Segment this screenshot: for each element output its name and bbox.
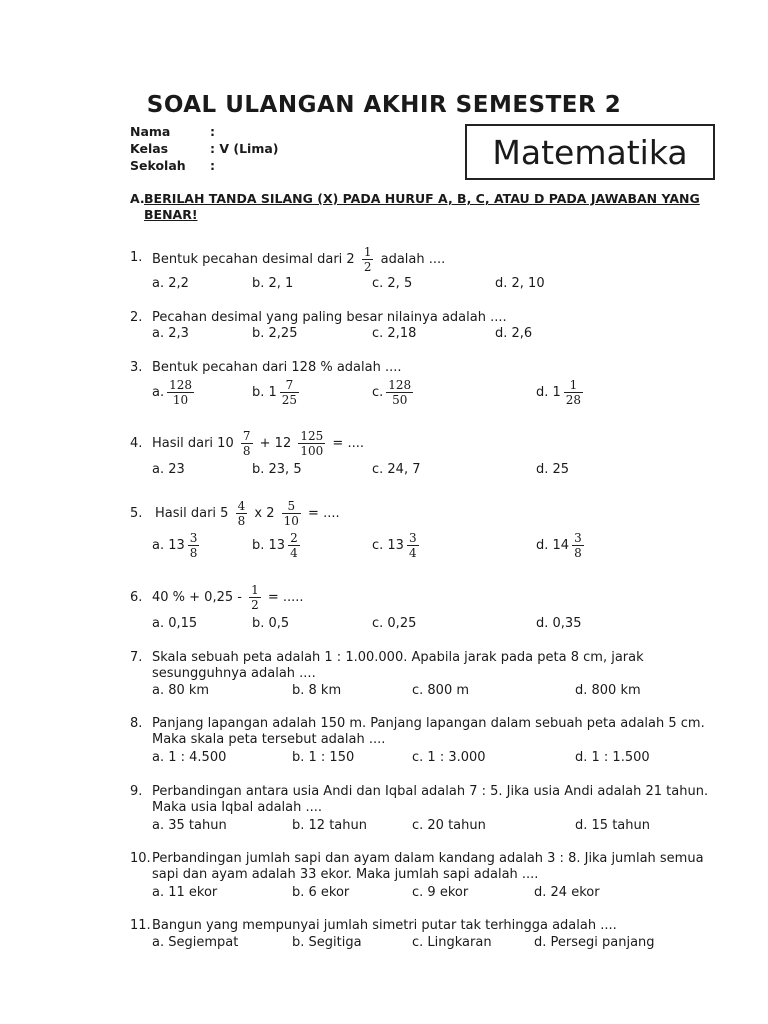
subject-box: Matematika — [465, 124, 715, 180]
fraction: $\frac{7}{8}$ — [242, 429, 251, 458]
question-stem: Bentuk pecahan desimal dari 2 $\frac{1}{2}$ adalah .... — [152, 245, 446, 274]
section-text: BERILAH TANDA SILANG (X) PADA HURUF A, B, C, ATAU D PADA JAWABAN YANG BENAR! — [144, 191, 700, 222]
option-d[interactable]: d. 800 km — [575, 683, 641, 698]
question-number: 8. — [130, 716, 143, 731]
section-instruction — [130, 191, 720, 223]
option-d[interactable]: d. 14 $\frac{3}{8}$ — [536, 531, 582, 560]
question-stem: Hasil dari 10 $\frac{7}{8}$ + 12 $\frac{125}{100}$ = .... — [152, 429, 364, 458]
option-c[interactable]: c. 0,25 — [372, 616, 417, 631]
option-b[interactable]: b. 2, 1 — [252, 276, 294, 291]
fraction: $\frac{2}{4}$ — [290, 531, 298, 560]
option-d[interactable]: d. 1 $\frac{1}{28}$ — [536, 378, 582, 407]
option-d[interactable]: d. 2, 10 — [495, 276, 545, 291]
option-a[interactable]: a. 80 km — [152, 683, 210, 698]
option-d[interactable]: d. 24 ekor — [534, 885, 600, 900]
option-d[interactable]: d. 25 — [536, 462, 570, 477]
question-stem: Perbandingan jumlah sapi dan ayam dalam kandang adalah 3 : 8. Jika jumlah semua sapi dan ayam adalah 33 ekor. Maka jumlah sapi adalah .... — [152, 851, 704, 882]
option-a[interactable]: a. 2,3 — [152, 326, 189, 341]
option-b[interactable]: b. 6 ekor — [292, 885, 350, 900]
question-stem: Skala sebuah peta adalah 1 : 1.00.000. Apabila jarak pada peta 8 cm, jarak sesungguhnya adalah .... — [152, 650, 644, 681]
question-stem: Perbandingan antara usia Andi dan Iqbal adalah 7 : 5. Jika usia Andi adalah 21 tahun. Maka usia Iqbal adalah .... — [152, 784, 709, 815]
class-value: : V (Lima) — [210, 141, 279, 156]
fraction: $\frac{1}{2}$ — [363, 245, 372, 274]
question-stem: Bangun yang mempunyai jumlah simetri putar tak terhingga adalah .... — [152, 918, 617, 933]
question-number: 11. — [130, 918, 151, 933]
option-b[interactable]: b. 0,5 — [252, 616, 290, 631]
fraction: $\frac{3}{8}$ — [574, 531, 582, 560]
question-number: 1. — [130, 250, 143, 265]
option-b[interactable]: b. 13 $\frac{2}{4}$ — [252, 531, 298, 560]
fraction: $\frac{1}{2}$ — [251, 583, 259, 612]
option-c[interactable]: c. 1 : 3.000 — [412, 750, 486, 765]
question-number: 10. — [130, 851, 151, 866]
option-a[interactable]: a. 13 $\frac{3}{8}$ — [152, 531, 198, 560]
option-d[interactable]: d. 0,35 — [536, 616, 582, 631]
student-identity — [130, 124, 279, 175]
option-c[interactable]: c. 2, 5 — [372, 276, 413, 291]
option-b[interactable]: b. 1 $\frac{7}{25}$ — [252, 378, 298, 407]
option-a[interactable]: a. 35 tahun — [152, 818, 227, 833]
page-title: SOAL ULANGAN AKHIR SEMESTER 2 — [146, 92, 622, 118]
fraction: $\frac{5}{10}$ — [283, 499, 299, 528]
option-d[interactable]: d. 1 : 1.500 — [575, 750, 650, 765]
name-value: : — [210, 124, 215, 139]
option-b[interactable]: b. 8 km — [292, 683, 342, 698]
class-label: Kelas — [130, 141, 169, 156]
option-c[interactable]: c. $\frac{128}{50}$ — [372, 378, 412, 407]
fraction: $\frac{7}{25}$ — [281, 378, 298, 407]
question-stem: Hasil dari 5 $\frac{4}{8}$ x 2 $\frac{5}{10}$ = .... — [155, 499, 340, 528]
question-number: 4. — [130, 436, 143, 451]
question-stem: Bentuk pecahan dari 128 % adalah .... — [152, 360, 402, 375]
option-b[interactable]: b. 23, 5 — [252, 462, 302, 477]
option-c[interactable]: c. Lingkaran — [412, 935, 492, 950]
fraction: $\frac{3}{4}$ — [408, 531, 417, 560]
option-c[interactable]: c. 800 m — [412, 683, 470, 698]
fraction: $\frac{3}{8}$ — [189, 531, 198, 560]
option-c[interactable]: c. 24, 7 — [372, 462, 421, 477]
option-a[interactable]: a. $\frac{128}{10}$ — [152, 378, 193, 407]
option-a[interactable]: a. 23 — [152, 462, 185, 477]
school-value: : — [210, 158, 215, 173]
option-a[interactable]: a. Segiempat — [152, 935, 239, 950]
option-c[interactable]: c. 2,18 — [372, 326, 417, 341]
option-a[interactable]: a. 2,2 — [152, 276, 189, 291]
fraction: $\frac{4}{8}$ — [237, 499, 246, 528]
fraction: $\frac{1}{28}$ — [565, 378, 582, 407]
fraction: $\frac{125}{100}$ — [300, 429, 324, 458]
question-number: 5. — [130, 506, 143, 521]
name-label: Nama — [130, 124, 171, 139]
question-number: 7. — [130, 650, 143, 665]
fraction: $\frac{128}{50}$ — [388, 378, 412, 407]
school-label: Sekolah — [130, 158, 186, 173]
question-stem: Panjang lapangan adalah 150 m. Panjang lapangan dalam sebuah peta adalah 5 cm. Maka skala peta tersebut adalah .... — [152, 716, 705, 747]
option-b[interactable]: b. Segitiga — [292, 935, 362, 950]
fraction: $\frac{128}{10}$ — [169, 378, 193, 407]
option-c[interactable]: c. 20 tahun — [412, 818, 486, 833]
option-d[interactable]: d. 15 tahun — [575, 818, 650, 833]
option-b[interactable]: b. 2,25 — [252, 326, 298, 341]
option-d[interactable]: d. 2,6 — [495, 326, 533, 341]
section-letter: A. — [130, 191, 145, 206]
question-number: 6. — [130, 590, 143, 605]
option-c[interactable]: c. 13 $\frac{3}{4}$ — [372, 531, 417, 560]
question-stem: 40 % + 0,25 - $\frac{1}{2}$ = ..... — [152, 583, 304, 612]
option-c[interactable]: c. 9 ekor — [412, 885, 469, 900]
question-number: 3. — [130, 360, 143, 375]
question-number: 9. — [130, 784, 143, 799]
option-d[interactable]: d. Persegi panjang — [534, 935, 655, 950]
option-b[interactable]: b. 1 : 150 — [292, 750, 355, 765]
question-number: 2. — [130, 310, 143, 325]
option-a[interactable]: a. 0,15 — [152, 616, 198, 631]
option-a[interactable]: a. 11 ekor — [152, 885, 218, 900]
question-stem: Pecahan desimal yang paling besar nilainya adalah .... — [152, 310, 507, 325]
option-a[interactable]: a. 1 : 4.500 — [152, 750, 227, 765]
option-b[interactable]: b. 12 tahun — [292, 818, 367, 833]
